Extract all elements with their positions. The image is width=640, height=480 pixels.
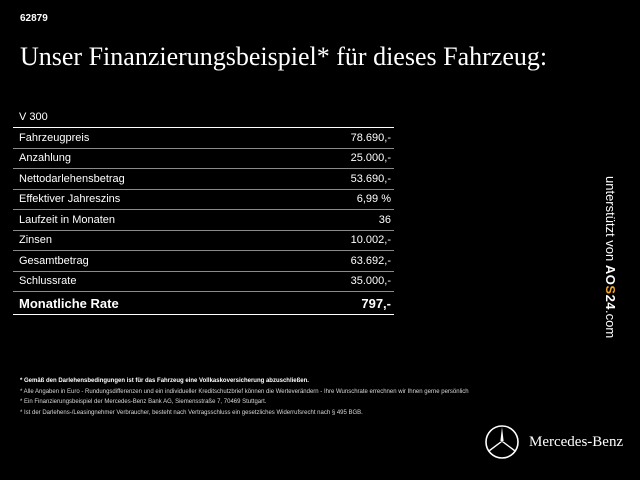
table-row xyxy=(13,190,394,211)
row-value: 10.002,- xyxy=(350,234,391,247)
model-name: V 300 xyxy=(13,107,394,128)
mercedes-star-icon xyxy=(484,424,520,460)
finance-table xyxy=(13,107,394,315)
footnote: * Ein Finanzierungsbeispiel der Mercedes-Benz Bank AG, Siemensstraße 7, 70469 Stuttgart. xyxy=(20,399,267,405)
row-label: Fahrzeugpreis xyxy=(19,131,90,144)
brand-logo xyxy=(484,424,623,460)
row-value: 78.690,- xyxy=(350,131,391,144)
row-label: Schlussrate xyxy=(19,275,77,288)
brand-suffix: .com xyxy=(603,310,618,339)
footnote: * Gemäß den Darlehensbedingungen ist für das Fahrzeug eine Vollkaskoversicherung abzuschließen. xyxy=(20,378,309,384)
monthly-rate-row xyxy=(13,292,394,315)
row-value: 35.000,- xyxy=(350,275,391,288)
table-row xyxy=(13,210,394,231)
row-value: 25.000,- xyxy=(350,152,391,165)
row-label: Gesamtbetrag xyxy=(19,254,89,267)
table-row xyxy=(13,128,394,149)
sponsor-credit xyxy=(598,176,638,356)
row-label: Nettodarlehensbetrag xyxy=(19,172,125,185)
row-value: 63.692,- xyxy=(350,254,391,267)
row-label: Zinsen xyxy=(19,234,53,247)
row-label: Anzahlung xyxy=(19,152,71,165)
row-value: 53.690,- xyxy=(350,172,391,185)
table-row xyxy=(13,169,394,190)
sponsor-prefix: unterstützt von xyxy=(603,176,618,262)
row-value: 6,99 % xyxy=(356,193,391,206)
row-value: 36 xyxy=(378,213,391,226)
row-label: Effektiver Jahreszins xyxy=(19,193,121,206)
table-row xyxy=(13,272,394,293)
brand-part-1: AO xyxy=(603,264,618,286)
footnote: * Ist der Darlehens-/Leasingnehmer Verbraucher, besteht nach Vertragsschluss ein gesetzliches Widerrufsrecht nach § 495 BGB. xyxy=(20,409,363,416)
sponsor-brand xyxy=(603,265,618,310)
monthly-rate-label: Monatliche Rate xyxy=(19,295,119,311)
table-row xyxy=(13,251,394,272)
brand-part-2: S xyxy=(603,285,618,295)
brand-part-3: 24 xyxy=(603,294,618,311)
footnote: * Alle Angaben in Euro - Rundungsdifferenzen und ein individueller Kreditschutzbrief können die Werteverändern - Ihre Wunschrate errechnen wir Ihnen gerne persönlich xyxy=(20,388,469,395)
row-label: Laufzeit in Monaten xyxy=(19,213,116,226)
page-title: Unser Finanzierungsbeispiel* für dieses Fahrzeug: xyxy=(20,42,548,71)
footnotes xyxy=(20,376,620,418)
listing-code: 62879 xyxy=(20,13,48,24)
table-row xyxy=(13,231,394,252)
monthly-rate-value: 797,- xyxy=(361,295,391,311)
logo-wordmark: Mercedes-Benz xyxy=(529,433,624,450)
table-row xyxy=(13,149,394,170)
